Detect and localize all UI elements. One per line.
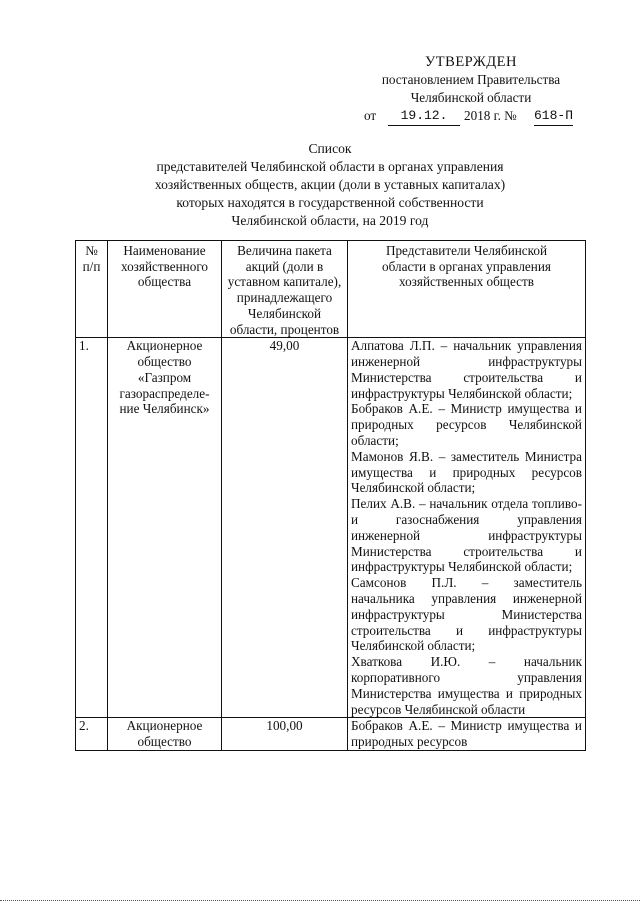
title-line-4: которых находятся в государственной собственности	[176, 195, 484, 210]
rep-entry: Бобраков А.Е. – Министр имущества и природных ресурсов Челябинской области;	[351, 401, 582, 448]
row-value: 100,00	[222, 718, 348, 751]
approval-year: 2018 г. №	[464, 108, 517, 123]
row-num: 1.	[76, 338, 108, 718]
rep-entry: Самсонов П.Л. – заместитель начальника управления инженерной инфраструктуры Министерства строительства и инфраструктуры Челябинской области;	[351, 575, 582, 654]
table-row	[76, 718, 586, 751]
header-reps: Представители Челябинской области в органах управления хозяйственных обществ	[348, 241, 586, 338]
approval-stamp	[356, 53, 586, 125]
row-name: Акционерное общество «Газпром газораспределе-ние Челябинск»	[108, 338, 222, 718]
title-line-5: Челябинской области, на 2019 год	[231, 213, 429, 228]
approval-date: 19.12.	[388, 107, 460, 126]
approval-line-2: Челябинской области	[410, 90, 532, 105]
row-reps	[348, 338, 586, 718]
document-title	[120, 140, 540, 230]
header-num: № п/п	[76, 241, 108, 338]
row-reps	[348, 718, 586, 751]
title-line-1: Список	[308, 141, 352, 156]
header-name: Наименование хозяйственного общества	[108, 241, 222, 338]
rep-entry: Алпатова Л.П. – начальник управления инженерной инфраструктуры Министерства строительства и инфраструктуры Челябинской области;	[351, 338, 582, 401]
title-line-2: представителей Челябинской области в органах управления	[156, 159, 504, 174]
rep-entry: Бобраков А.Е. – Министр имущества и природных ресурсов	[351, 718, 582, 750]
row-name: Акционерное общество	[108, 718, 222, 751]
table-header-row	[76, 241, 586, 338]
approval-number: 618-П	[534, 107, 573, 126]
rep-entry: Хваткова И.Ю. – начальник корпоративного управления Министерства имущества и природных ресурсов Челябинской области	[351, 654, 582, 717]
approval-from: от	[364, 108, 377, 123]
approval-heading: УТВЕРЖДЕН	[425, 54, 517, 70]
rep-entry: Пелих А.В. – начальник отдела топливо- и газоснабжения управления инженерной инфраструктуры Министерства строительства и инфраструктуры Челябинской области;	[351, 496, 582, 575]
header-value: Величина пакета акций (доли в уставном капитале), принадлежащего Челябинской области, процентов	[222, 241, 348, 338]
row-num: 2.	[76, 718, 108, 751]
representatives-table	[75, 240, 586, 751]
row-value: 49,00	[222, 338, 348, 718]
table-row	[76, 338, 586, 718]
title-line-3: хозяйственных обществ, акции (доли в уставных капиталах)	[154, 177, 506, 192]
page-edge-rule	[0, 900, 640, 901]
approval-date-line	[356, 107, 586, 125]
rep-entry: Мамонов Я.В. – заместитель Министра имущества и природных ресурсов Челябинской области;	[351, 448, 582, 496]
approval-line-1: постановлением Правительства	[381, 72, 561, 87]
